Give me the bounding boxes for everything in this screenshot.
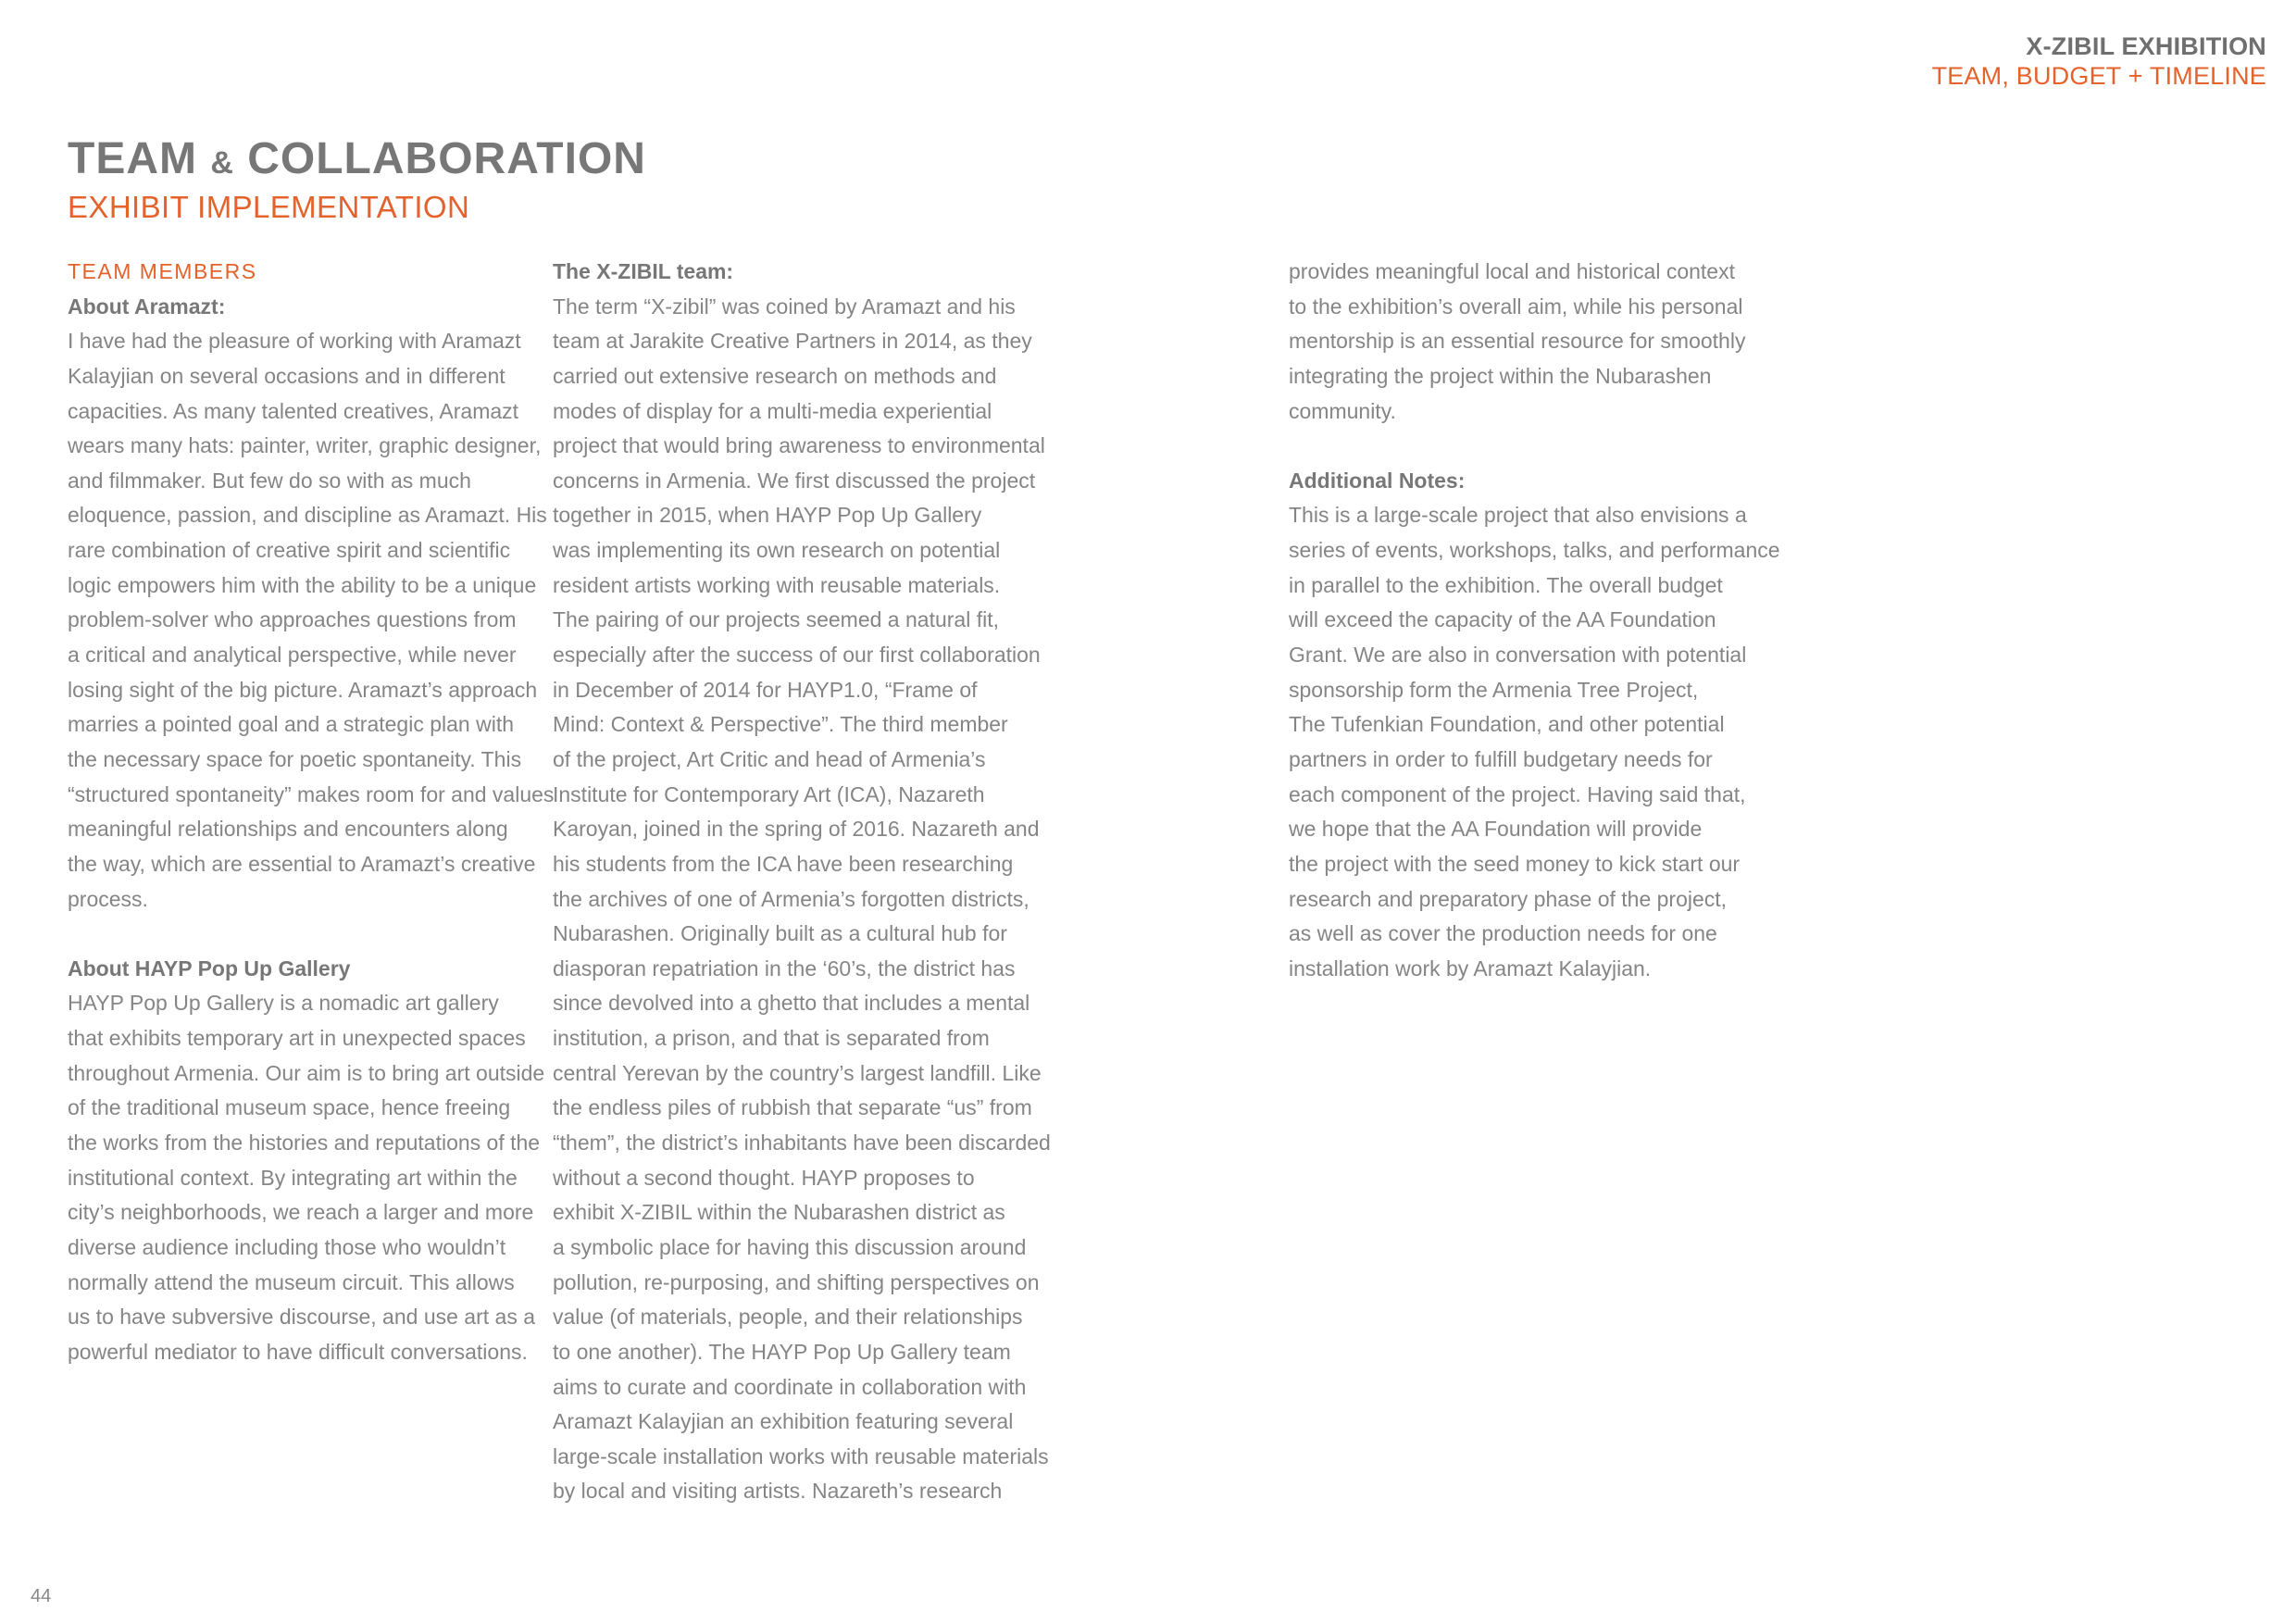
text-line: of the traditional museum space, hence freeing — [68, 1095, 511, 1120]
text-line: The pairing of our projects seemed a natural fit, — [553, 607, 999, 632]
text-line: resident artists working with reusable materials. — [553, 572, 1001, 597]
text-line: the way, which are essential to Aramazt’s creative — [68, 851, 536, 876]
text-line: Kalayjian on several occasions and in different — [68, 363, 505, 388]
text-line: city’s neighborhoods, we reach a larger and more — [68, 1200, 534, 1225]
page-title-part2: COLLABORATION — [247, 134, 646, 183]
text-line: a symbolic place for having this discussion around — [553, 1234, 1027, 1259]
text-line: team at Jarakite Creative Partners in 2014, as they — [553, 329, 1032, 354]
paragraph-xzibil-team-continued — [1289, 255, 1770, 429]
text-line: Grant. We are also in conversation with potential — [1289, 643, 1747, 668]
paragraph-additional-notes — [1289, 498, 1780, 986]
text-line: us to have subversive discourse, and use art as a — [68, 1305, 536, 1330]
subheading-additional-notes: Additional Notes: — [1289, 468, 1466, 493]
text-line: of the project, Art Critic and head of Armenia’s — [553, 746, 986, 771]
text-line: institution, a prison, and that is separated from — [553, 1026, 990, 1051]
text-line: concerns in Armenia. We first discussed the project — [553, 468, 1036, 493]
text-line: integrating the project within the Nubarashen — [1289, 363, 1712, 388]
text-line: normally attend the museum circuit. This allows — [68, 1269, 515, 1294]
text-line: partners in order to fulfill budgetary needs for — [1289, 746, 1713, 771]
text-line: the works from the histories and reputations of the — [68, 1131, 541, 1156]
text-line: each component of the project. Having said that, — [1289, 781, 1746, 806]
column-middle — [553, 255, 1051, 1509]
text-line: Nubarashen. Originally built as a cultural hub for — [553, 921, 1007, 946]
text-line: diverse audience including those who wouldn’t — [68, 1234, 506, 1259]
text-line: The Tufenkian Foundation, and other potential — [1289, 712, 1725, 737]
text-line: project that would bring awareness to environmental — [553, 433, 1045, 458]
section-label-team-members: TEAM MEMBERS — [68, 259, 257, 283]
page-subtitle: EXHIBIT IMPLEMENTATION — [68, 190, 470, 224]
text-line: that exhibits temporary art in unexpected spaces — [68, 1026, 526, 1051]
text-line: provides meaningful local and historical context — [1289, 259, 1735, 283]
text-line: Institute for Contemporary Art (ICA), Nazareth — [553, 781, 985, 806]
text-line: pollution, re-purposing, and shifting perspectives on — [553, 1269, 1040, 1294]
running-header-title: X-ZIBIL EXHIBITION — [2026, 32, 2266, 60]
text-line: exhibit X-ZIBIL within the Nubarashen district as — [553, 1200, 1005, 1225]
text-line: to one another). The HAYP Pop Up Gallery team — [553, 1339, 1011, 1364]
text-line: sponsorship form the Armenia Tree Project, — [1289, 677, 1699, 702]
paragraph-xzibil-team — [553, 290, 1051, 1509]
text-line: community. — [1289, 398, 1396, 423]
text-line: value (of materials, people, and their relationships — [553, 1305, 1023, 1330]
text-line: in December of 2014 for HAYP1.0, “Frame of — [553, 677, 978, 702]
text-line: especially after the success of our first collaboration — [553, 643, 1041, 668]
text-line: marries a pointed goal and a strategic plan with — [68, 712, 515, 737]
text-line: The term “X-zibil” was coined by Aramazt and his — [553, 294, 1016, 319]
column-left — [68, 255, 555, 1370]
text-line: throughout Armenia. Our aim is to bring art outside — [68, 1060, 545, 1085]
running-header — [1932, 31, 2266, 91]
paragraph-about-hayp — [68, 986, 545, 1369]
text-line: logic empowers him with the ability to be a unique — [68, 572, 537, 597]
text-line: will exceed the capacity of the AA Foundation — [1289, 607, 1716, 632]
running-header-subtitle: TEAM, BUDGET + TIMELINE — [1931, 62, 2266, 90]
text-line: Aramazt Kalayjian an exhibition featuring several — [553, 1409, 1014, 1434]
text-line: and filmmaker. But few do so with as much — [68, 468, 471, 493]
text-line: meaningful relationships and encounters along — [68, 817, 508, 842]
column-right — [1289, 255, 1780, 986]
text-line: institutional context. By integrating art within the — [68, 1165, 518, 1190]
text-line: “them”, the district’s inhabitants have been discarded — [553, 1131, 1051, 1156]
page-title — [68, 133, 646, 189]
paragraph-about-aramazt — [68, 324, 555, 917]
text-line: diasporan repatriation in the ‘60’s, the district has — [553, 956, 1016, 981]
page-title-part1: TEAM — [68, 134, 197, 183]
text-line: together in 2015, when HAYP Pop Up Gallery — [553, 503, 982, 528]
text-line: carried out extensive research on methods and — [553, 363, 997, 388]
text-line: large-scale installation works with reusable materials — [553, 1443, 1049, 1468]
text-line: Karoyan, joined in the spring of 2016. Nazareth and — [553, 817, 1040, 842]
text-line: capacities. As many talented creatives, Aramazt — [68, 398, 519, 423]
text-line: eloquence, passion, and discipline as Aramazt. His — [68, 503, 547, 528]
page-heading — [68, 133, 646, 226]
text-line: problem-solver who approaches questions from — [68, 607, 517, 632]
text-line: modes of display for a multi-media experiential — [553, 398, 992, 423]
text-line: we hope that the AA Foundation will provide — [1289, 817, 1703, 842]
text-line: losing sight of the big picture. Aramazt’s approach — [68, 677, 538, 702]
text-line: as well as cover the production needs for one — [1289, 921, 1717, 946]
text-line: “structured spontaneity” makes room for and values — [68, 781, 555, 806]
text-line: without a second thought. HAYP proposes to — [553, 1165, 975, 1190]
text-line: This is a large-scale project that also envisions a — [1289, 503, 1747, 528]
text-line: I have had the pleasure of working with Aramazt — [68, 329, 521, 354]
text-line: the project with the seed money to kick start our — [1289, 851, 1741, 876]
text-line: to the exhibition’s overall aim, while his personal — [1289, 294, 1743, 319]
page-number: 44 — [31, 1586, 52, 1606]
text-line: installation work by Aramazt Kalayjian. — [1289, 956, 1652, 981]
text-line: by local and visiting artists. Nazareth’s research — [553, 1479, 1003, 1504]
text-line: rare combination of creative spirit and scientific — [68, 538, 511, 563]
text-line: mentorship is an essential resource for smoothly — [1289, 329, 1746, 354]
text-line: the archives of one of Armenia’s forgotten districts, — [553, 886, 1029, 911]
text-line: a critical and analytical perspective, while never — [68, 643, 517, 668]
text-line: Mind: Context & Perspective”. The third member — [553, 712, 1008, 737]
text-line: the endless piles of rubbish that separate “us” from — [553, 1095, 1032, 1120]
subheading-about-aramazt: About Aramazt: — [68, 294, 226, 319]
text-line: central Yerevan by the country’s largest landfill. Like — [553, 1060, 1042, 1085]
subheading-about-hayp: About HAYP Pop Up Gallery — [68, 956, 351, 981]
text-line: was implementing its own research on potential — [553, 538, 1001, 563]
text-line: aims to curate and coordinate in collaboration with — [553, 1374, 1027, 1399]
text-line: the necessary space for poetic spontaneity. This — [68, 746, 522, 771]
text-line: since devolved into a ghetto that includes a mental — [553, 991, 1030, 1016]
page-title-ampersand: & — [210, 145, 234, 181]
text-line: powerful mediator to have difficult conversations. — [68, 1339, 528, 1364]
text-line: series of events, workshops, talks, and performance — [1289, 538, 1780, 563]
text-line: his students from the ICA have been researching — [553, 851, 1014, 876]
subheading-xzibil-team: The X-ZIBIL team: — [553, 259, 734, 283]
text-line: research and preparatory phase of the project, — [1289, 886, 1728, 911]
text-line: process. — [68, 886, 148, 911]
text-line: HAYP Pop Up Gallery is a nomadic art gallery — [68, 991, 499, 1016]
text-line: in parallel to the exhibition. The overall budget — [1289, 572, 1723, 597]
text-line: wears many hats: painter, writer, graphic designer, — [68, 433, 542, 458]
